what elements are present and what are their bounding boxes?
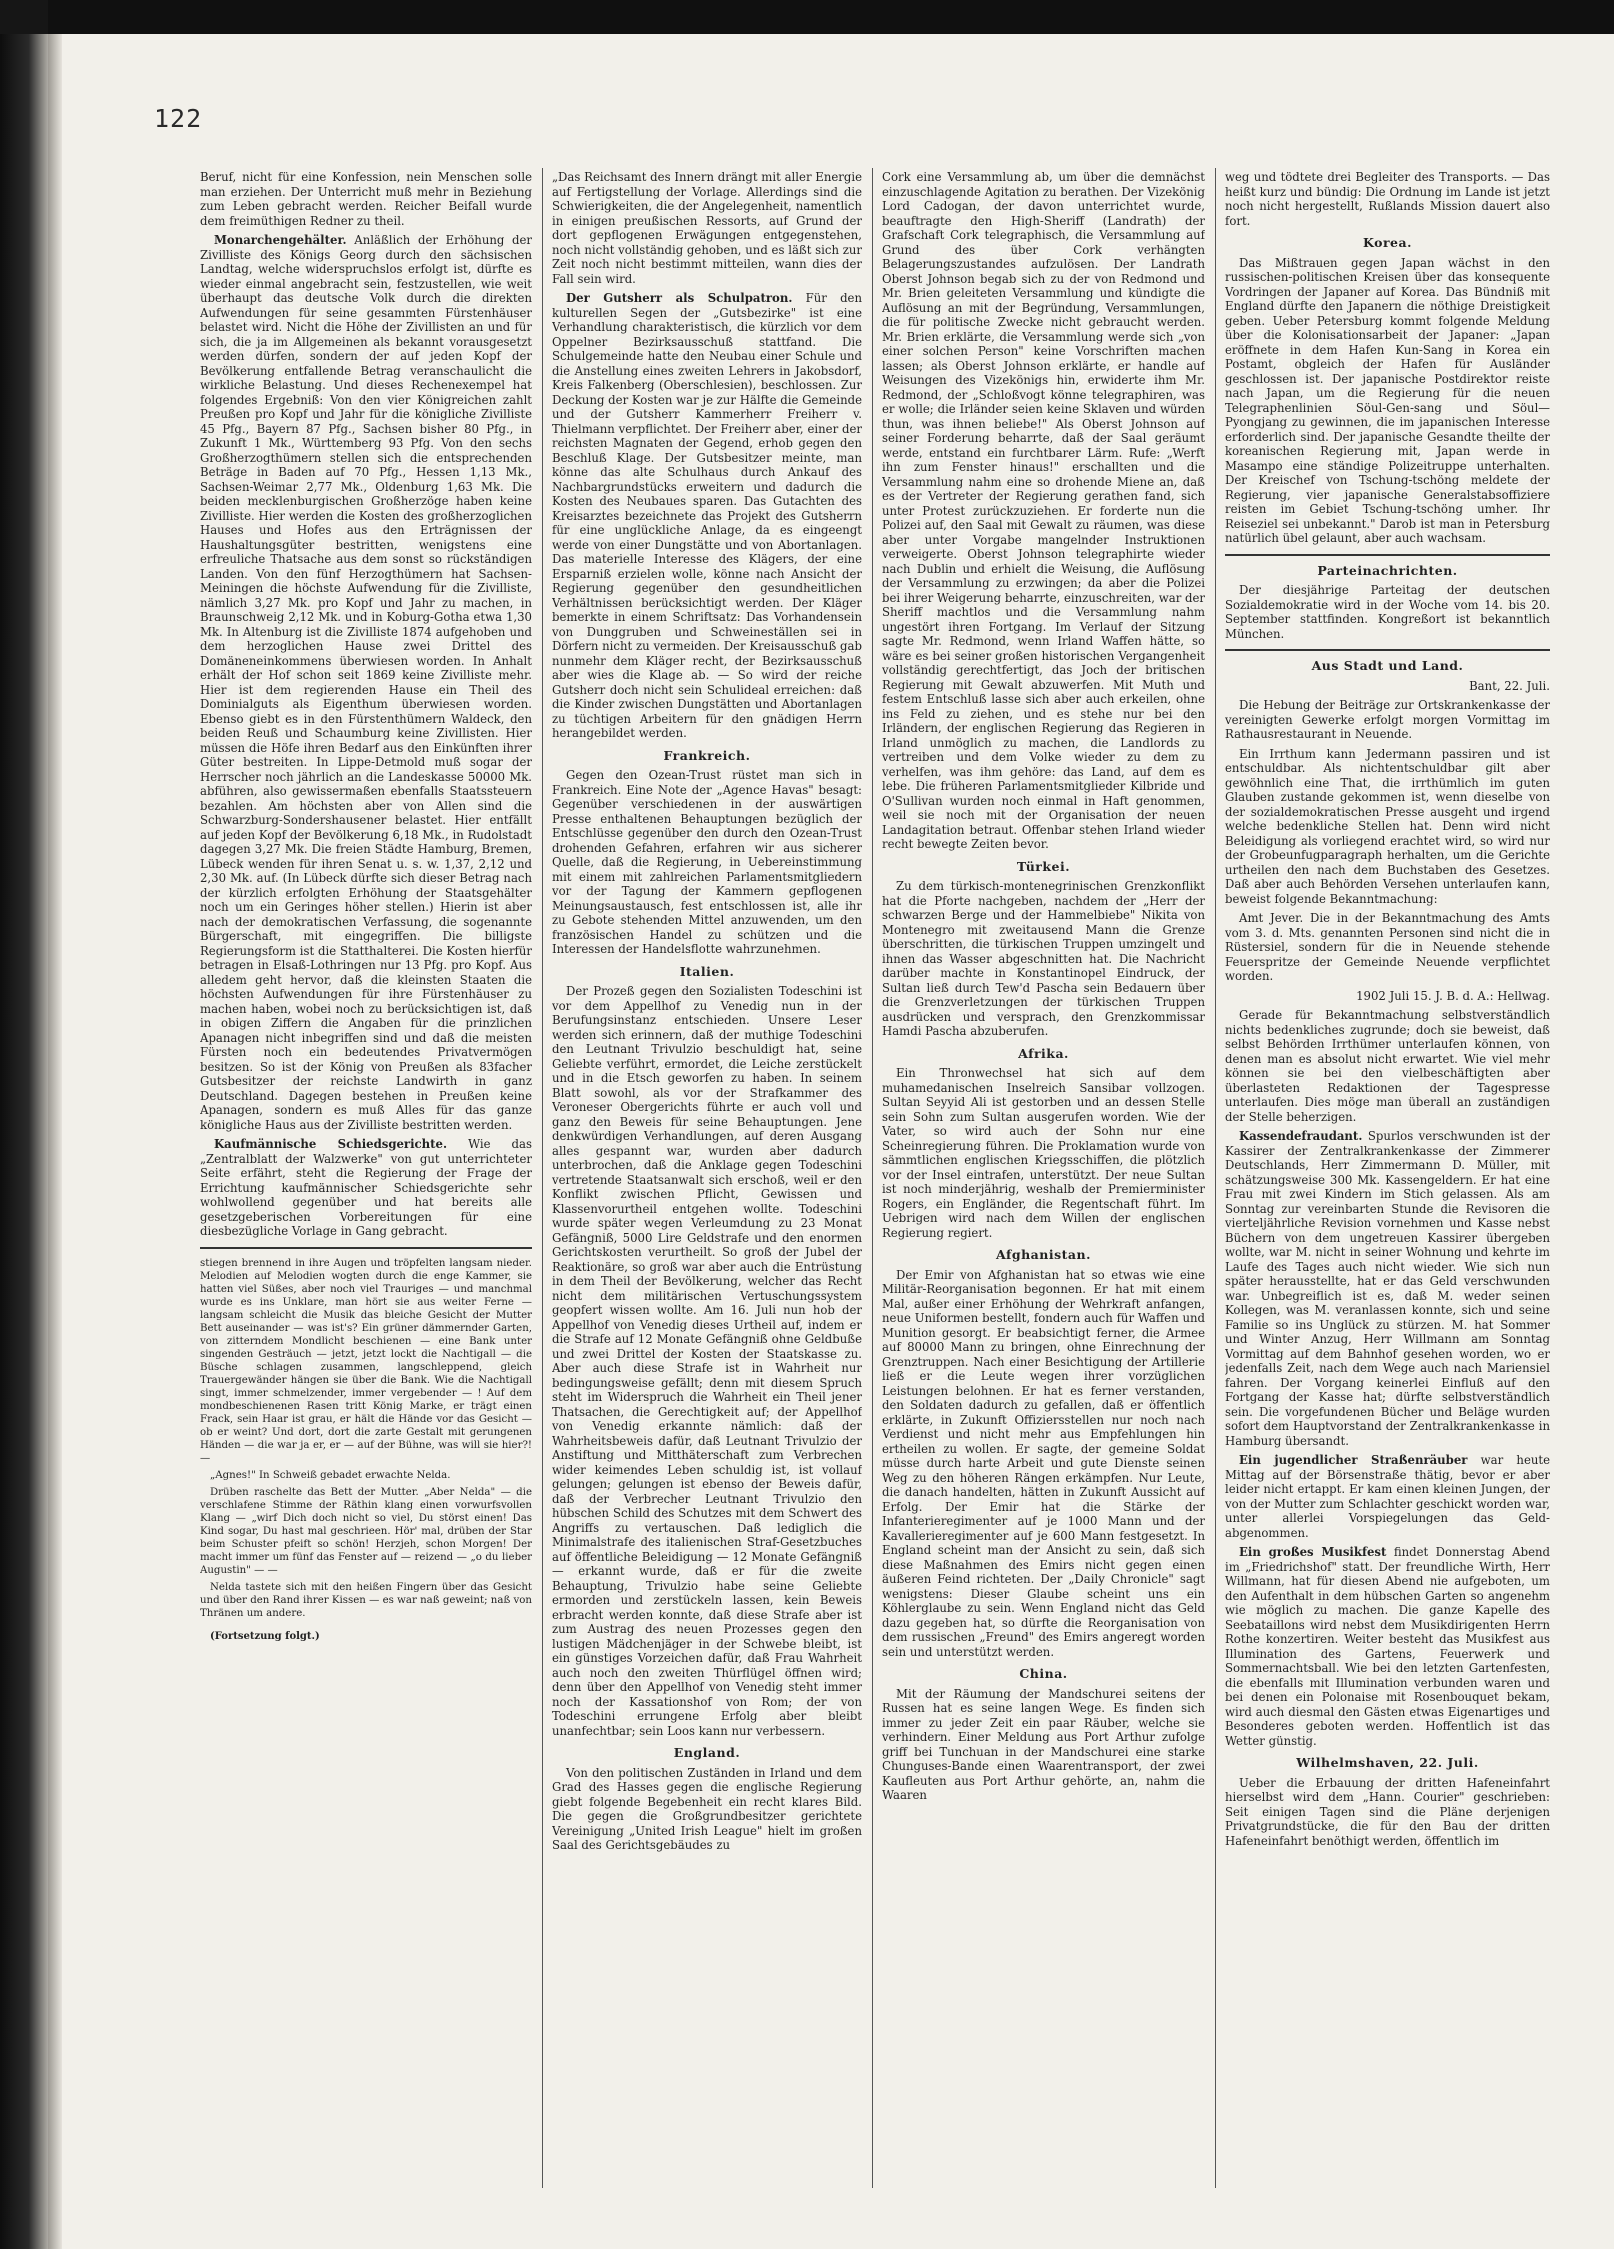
section-heading: Italien. (679, 963, 735, 979)
article-text: „Das Reichsamt des Innern drängt mit aller Energie auf Fertigstellung der Vorlage. Allerdings sind die Schwierigkeiten, die der Angelegenheit, namentlich in einigen preußischen Ressorts, auf Grund der dort gepflogenen Erwägungen entgegenstehen, noch nicht vollständig gehoben, und es läßt sich zur Zeit noch nicht bestimmt mitteilen, wann dies der Fall sein wird. (552, 170, 862, 286)
article-heading: Ein jugendlicher Straßenräuber (1239, 1453, 1468, 1467)
page-gutter (48, 34, 62, 2249)
column-1 (200, 170, 532, 2200)
article-text: Ein Irrthum kann Jedermann passiren und ist entschuldbar. Als nichtentschuldbar gilt aber gewöhnlich eine That, die irrthümlich im guten Glauben zustande gekommen ist, wenn dieselbe von der sozialdemokratischen Presse ausgeht und irgend welche bedenkliche Stellen hat. Denn wird nicht Beleidigung als vorliegend erachtet wird, so wird nur der Grobeunfugparagraph herhalten, um die Gerichte urtheilen den nach dem Buchstaben des Gesetzes. Daß aber auch Behörden Versehen unterlaufen kann, beweist folgende Bekanntmachung: (1225, 746, 1550, 906)
article-heading: Der Gutsherr als Schulpatron. (566, 291, 793, 305)
article-text: Ein Thronwechsel hat sich auf dem muhamedanischen Inselreich Sansibar vollzogen. Sultan Seyyid Ali ist gestorben und an dessen Stelle sein Sohn zum Sultan ausgerufen worden. Wie der Vater, so wird auch der Sohn nur eine Scheinregierung führen. Die Proklamation wurde von sämmtlichen englischen Kriegsschiffen, die plötzlich vor der Insel eintrafen, unterstützt. Der neue Sultan ist noch minderjährig, weshalb der Premierminister Rogers, ein Engländer, die Regentschaft führt. Im Uebrigen wird nach dem Willen der englischen Regierung regiert. (882, 1066, 1205, 1240)
column-rule (1215, 168, 1216, 2188)
book-binding (0, 34, 52, 2249)
signature: 1902 Juli 15. J. B. d. A.: Hellwag. (1356, 988, 1550, 1003)
article-text: Kaufmännische Schiedsgerichte. Wie das „Zentralblatt der Walzwerke" von gut unterrichteter Seite erfährt, steht die Regierung der Frage der Errichtung kaufmännischer Schiedsgerichte sehr wohlwollend gegenüber und hat bereits alle gesetzgeberischen Vorbereitungen für eine diesbezügliche Vorlage in Gang gebracht. (200, 1137, 532, 1238)
article-text: Monarchengehälter. Anläßlich der Erhöhung der Zivilliste des Königs Georg durch den sächsischen Landtag, welche widerspruchslos erfolgt ist, dürfte es wieder einmal angebracht sein, festzustellen, wie weit überhaupt das deutsche Volk durch die direkten Aufwendungen für seine gesammten Fürstenhäuser belastet wird. Nicht die Höhe der Zivillisten an und für sich, die ja im Allgemeinen als bekannt vorausgesetzt werden dürfen, sondern der auf jeden Kopf der Bevölkerung entfallende Betrag veranschaulicht die wirkliche Belastung. Und dieses Rechenexempel hat folgendes Ergebniß: Von den vier Königreichen zahlt Preußen pro Kopf und Jahr für die königliche Zivilliste 45 Pfg., Bayern 87 Pfg., Sachsen bisher 80 Pfg., in Zukunft 1 Mk., Württemberg 93 Pfg. Von den sechs Großherzogthümern stellen sich die entsprechenden Beträge in Baden auf 70 Pfg., Hessen 1,13 Mk., Sachsen-Weimar 2,77 Mk., Oldenburg 1,63 Mk. Die beiden mecklenburgischen Großherzöge haben keine Zivilliste. Hier werden die Kosten des großherzoglichen Hauses und Hofes aus den Erträgnissen der Haushaltungsgüter bestritten, wenigstens eine erfreuliche Thatsache aus dem sonst so rückständigen Landen. Von den fünf Herzogthümern hat Sachsen-Meiningen die höchste Aufwendung für die Zivilliste, nämlich 3,27 Mk. pro Kopf und Jahr zu machen, in Braunschweig 2,12 Mk. und in Koburg-Gotha etwa 1,30 Mk. In Altenburg ist die Zivilliste 1874 aufgehoben und dem herzoglichen Hause zwei Drittel des Domäneneinkommens überwiesen worden. In Anhalt erhält der Hof schon seit 1869 keine Zivilliste mehr. Hier ist dem regierenden Hause ein Theil des Dominialguts als Eigenthum überwiesen worden. Ebenso giebt es in den Fürstenthümern Waldeck, den beiden Reuß und Schaumburg keine Zivillisten. Hier müssen die Höfe ihren Bedarf aus den Einkünften ihrer Güter bestreiten. In Lippe-Detmold muß sogar der Herrscher noch jährlich an die Landeskasse 50000 Mk. abführen, also gewissermaßen ebenfalls Staatssteuern bezahlen. Am höchsten aber von Allen sind die Schwarzburg-Sondershausener belastet. Hier entfällt auf jeden Kopf der Bevölkerung 6,18 Mk., in Rudolstadt dagegen 3,27 Mk. Die freien Städte Hamburg, Bremen, Lübeck wenden für ihren Senat u. s. w. 1,37, 2,12 und 2,30 Mk. auf. (In Lübeck dürfte sich dieser Betrag nach der kürzlich erfolgten Erhöhung der Staatsgehälter noch um ein Geringes höher stellen.) Hierin ist aber nach der demokratischen Verfassung, die sogenannte Bürgerschaft, mit eingegriffen. Die billigste Regierungsform ist die Statthalterei. Die Kosten hierfür betragen in Elsaß-Lothringen nur 13 Pfg. pro Kopf. Aus alledem geht hervor, daß die kleinsten Staaten die höchsten Aufwendungen für ihre Fürstenhäuser zu machen haben, wobei noch zu berücksichtigen ist, daß in obigen Ziffern die Angaben für die prinzlichen Apanagen nicht inbegriffen sind und daß die meisten Fürsten noch ein bedeutendes Privatvermögen besitzen. So ist der König von Preußen als 83facher Gutsbesitzer der reichste Landwirth in ganz Deutschland. Dagegen bestehen in Preußen keine Apanagen, sondern es muß Alles für das ganze königliche Haus aus der Zivilliste bestritten werden. (200, 233, 532, 1132)
section-separator (1225, 649, 1550, 651)
article-text: Gerade für Bekanntmachung selbstverständlich nichts bedenkliches zugrunde; doch sie beweist, daß selbst Behörden Irrthümer unterlaufen können, von denen man es absolut nicht erwartet. Wie viel mehr können sie bei den vielbeschäftigten aber überlasteten Redaktionen der Tagespresse unterlaufen. Dies möge man überall an zuständigen der Stelle beherzigen. (1225, 1008, 1550, 1124)
article-text: Ein jugendlicher Straßenräuber war heute Mittag auf der Börsenstraße thätig, bevor er aber leider nicht ertappt. Er kam einen kleinen Jungen, der von der Mutter zum Schlachter geschickt worden war, unter allerlei Vorspiegelungen das Geld- abgenommen. (1225, 1453, 1550, 1540)
article-text: Die Hebung der Beiträge zur Ortskrankenkasse der vereinigten Gewerke erfolgt morgen Vormittag im Rathausrestaurant in Neuende. (1225, 698, 1550, 741)
section-heading: England. (673, 1745, 741, 1760)
column-3 (882, 170, 1205, 2200)
article-text: Der Prozeß gegen den Sozialisten Todeschini ist vor dem Appellhof zu Venedig nun in der Berufungsinstanz entschieden. Unsere Leser werden sich erinnern, daß der muthige Todeschini den Leutnant Trivulzio beschuldigt hat, seine Geliebte verführt, ermordet, die Leiche zerstückelt und in die Etsch geworfen zu haben. In seinem Blatt sowohl, als vor der Strafkammer des Veroneser Obergerichts führte er auch voll und ganz den Beweis für seine Behauptungen. Jene denkwürdigen Verhandlungen, auf deren Ausgang alles gespannt war, wurden aber dadurch unterbrochen, daß die Anklage gegen Todeschini vertretende Staatsanwalt sich erschoß, weil er den Konflikt zwischen Pflicht, Gewissen und Klassenvorurtheil entgehen wollte. Todeschini wurde später wegen Verleumdung zu 23 Monat Gefängniß, 5000 Lire Geldstrafe und den enormen Gerichtskosten verurtheilt. So groß der Jubel der Reaktionäre, so groß war aber auch die Entrüstung in dem Theil der Bevölkerung, welcher das Recht nicht dem militärischen Vertuschungssystem geopfert wissen wollte. Am 16. Juli nun hob der Appellhof von Venedig dieses Urtheil auf, indem er die Strafe auf 12 Monate Gefängniß ohne Geldbuße und zwei Drittel der Kosten der Staatskasse zu. Aber auch diese Strafe ist in Wahrheit nur bedingungsweise gefällt; denn mit diesem Spruch steht im Widerspruch die Wahrheit ein Theil jener Thatsachen, die Gerechtigkeit auf; der Appellhof von Venedig erkannte nämlich: daß der Wahrheitsbeweis dafür, daß Leutnant Trivulzio der Anstiftung und Mitthäterschaft zum Verbrechen wider keimendes Leben schuldig ist, ist vollauf gelungen; gelungen ist ebenso der Beweis dafür, daß der Verbrecher Leutnant Trivulzio den hübschen Schild des Schutzes mit dem Schwert des Angriffs zu vertauschen. Daß lediglich die Minimalstrafe des italienischen Straf-Gesetzbuches auf öffentliche Beleidigung — 12 Monate Gefängniß — erkannt wurde, daß er für die zweite Behauptung, Trivulzio habe seine Geliebte ermorden und zerstückeln lassen, kein Beweis erbracht werden konnte, daß diese Strafe aber ist zum Austrag des neuen Prozesses gegen den lustigen Mädchenjäger in der Schwebe bleibt, ist ein günstiges Vorzeichen dafür, daß Frau Wahrheit auch noch den zweiten Thürflügel öffnen wird; denn über den Appellhof von Venedig steht immer noch der Kassationshof von Rom; der von Todeschini errungene Erfolg aber bleibt unanfechtbar; sein Loos kann nur verbessern. (552, 984, 862, 1738)
section-heading: Afrika. (1018, 1045, 1069, 1061)
article-text: Beruf, nicht für eine Konfession, nein Menschen solle man erziehen. Der Unterricht muß mehr in Beziehung zum Leben gebracht werden. Reicher Beifall wurde dem freimüthigen Redner zu theil. (200, 170, 532, 228)
section-heading: Frankreich. (663, 747, 751, 763)
column-4 (1225, 170, 1550, 2200)
article-heading: Ein großes Musikfest (1239, 1545, 1387, 1559)
section-heading: Afghanistan. (996, 1247, 1091, 1262)
column-2 (552, 170, 862, 2200)
feuilleton-separator (200, 1247, 532, 1249)
article-text: Von den politischen Zuständen in Irland und dem Grad des Hasses gegen die englische Regierung giebt folgende Begebenheit ein recht klares Bild. Die gegen die Großgrundbesitzer gerichtete Vereinigung „United Irish League" hielt im großen Saal des Gerichtsgebäudes zu (552, 1765, 862, 1852)
article-heading: Monarchengehälter. (214, 233, 347, 247)
section-heading: Parteinachrichten. (1317, 562, 1458, 578)
article-text: Amt Jever. Die in der Bekanntmachung des Amts vom 3. d. Mts. genannten Personen sind nicht die in Rüstersiel, sondern für die in Neuende stehende Feuerspritze der Gemeinde Neuende verpflichtet worden. (1225, 911, 1550, 983)
section-heading: Aus Stadt und Land. (1311, 658, 1464, 673)
article-text: Mit der Räumung der Mandschurei seitens der Russen hat es seine langen Wege. Es finden sich immer zu jeder Zeit ein paar Räuber, welche sie verhindern. Einer Meldung aus Port Arthur zufolge griff bei Tunchuan in der Mandschurei eine starke Chunguses-Bande einen Waarentransport, der zwei Kaufleuten aus Port Arthur gehörte, an, nahm die Waaren (882, 1686, 1205, 1802)
feuilleton-text: Drüben raschelte das Bett der Mutter. „Aber Nelda" — die verschlafene Stimme der Räthin klang einen vorwurfsvollen Klang — „wirf Dich doch nicht so viel, Du störst einen! Das Kind sogar, Du hast mal geschrieen. Hör' mal, drüben der Star beim Schuster pfeift so schön! Herzjeh, schon Morgen! Der macht immer um fünf das Fenster auf — reizend — „o du lieber Augustin" — — (200, 1486, 532, 1576)
article-text: Der Gutsherr als Schulpatron. Für den kulturellen Segen der „Gutsbezirke" ist eine Verhandlung charakteristisch, die kürzlich vor dem Oppelner Bezirksausschuß stattfand. Die Schulgemeinde hatte den Neubau einer Schule und die Anstellung eines zweiten Lehrers in Jakobsdorf, Kreis Falkenberg (Oberschlesien), beschlossen. Zur Deckung der Kosten war je zur Hälfte die Gemeinde und der Gutsherr Kammerherr Freiherr v. Thielmann verpflichtet. Der Freiherr aber, einer der reichsten Magnaten der Gegend, erhob gegen den Beschluß Klage. Der Gutsbesitzer meinte, man könne das alte Schulhaus durch Ankauf des Nachbargrundstücks erweitern und dadurch die Kosten des Neubaues sparen. Das Gutachten des Kreisarztes bezeichnete das Projekt des Gutsherrn für eine unglückliche Anlage, da es eingeengt werde von einer Dungstätte und von Abortanlagen. Das materielle Interesse des Klägers, der eine Ersparniß erzielen wolle, könne nach Ansicht der Regierung gegenüber den gesundheitlichen Verhältnissen berücksichtigt werden. Der Kläger bemerkte in einem Schriftsatz: Das Vorhandensein von Dunggruben und Schweineställen sei in Dörfern nicht zu vermeiden. Der Kreisausschuß gab nunmehr dem Kläger recht, der Bezirksausschuß aber wies die Klage ab. — So wird der reiche Gutsherr doch nicht sein Schulideal erreichen: daß die Kinder zwischen Dungstätten und Abortanlagen zu tüchtigen Arbeitern für den gnädigen Herrn herangebildet werden. (552, 291, 862, 740)
article-text: Cork eine Versammlung ab, um über die demnächst einzuschlagende Agitation zu berathen. Der Vizekönig Lord Cadogan, der davon unterrichtet wurde, beauftragte den High-Sheriff (Landrath) der Grafschaft Cork telegraphisch, die Versammlung auf Grund des über Cork verhängten Belagerungszustandes aufzulösen. Der Landrath Oberst Johnson begab sich zu der von Redmond und Mr. Brien geleiteten Versammlung und kündigte die Auflösung an mit der Begründung, Versammlungen, die für politische Zwecke nicht gebraucht werden. Mr. Brien erklärte, die Versammlung werde sich „von einer solchen Person" keine Vorschriften machen lassen; als Oberst Johnson erklärte, er handle auf Weisungen des Vizekönigs hin, erwiderte ihm Mr. Redmond, der „Schloßvogt könne telegraphiren, was er wolle; die Irländer seien keine Sklaven und würden thun, was ihnen beliebe!" Als Oberst Johnson auf seiner Forderung beharrte, daß der Saal geräumt werde, entstand ein furchtbarer Lärm. Rufe: „Werft ihn zum Fenster hinaus!" erschallten und die Versammlung nahm eine so drohende Miene an, daß es der Vertreter der Regierung gerathen fand, sich unter Protest zurückzuziehen. Er forderte nun die Polizei auf, den Saal mit Gewalt zu räumen, was diese aber unter Vorgabe mangelnder Instruktionen verweigerte. Oberst Johnson telegraphirte wieder nach Dublin und erhielt die Weisung, die Auflösung der Versammlung zu erzwingen; da aber die Polizei bei ihrer Weigerung beharrte, einzuschreiten, war der Sheriff machtlos und die Versammlung nahm ungestört ihren Fortgang. Im Verlauf der Sitzung sagte Mr. Redmond, wenn Irland Waffen hätte, so wäre es bei seiner großen historischen Vergangenheit vollständig gerechtfertigt, das Joch der britischen Regierung mit Gewalt abzuwerfen. Mit Muth und festem Entschluß lasse sich aber auch erkeilen, ohne ins Feld zu ziehen, und es stehe nur bei den Irländern, der englischen Regierung das Regieren in Irland unmöglich zu machen, die Landlords zu vertreiben und dem Volke wieder zu dem zu verhelfen, was ihm gehöre: das Land, auf dem es lebe. Die früheren Parlamentsmitglieder Kilbride und O'Sullivan wurden noch einmal in Haft genommen, weil sie noch mit der Organisation der neuen Landagitation betraut. Offenbar stehen Irland wieder recht bewegte Zeiten bevor. (882, 170, 1205, 851)
dateline: Bant, 22. Juli. (1469, 678, 1550, 693)
continuation-note: (Fortsetzung folgt.) (210, 1630, 320, 1642)
column-rule (872, 168, 873, 2188)
article-text: Der diesjährige Parteitag der deutschen Sozialdemokratie wird in der Woche vom 14. bis 20. September stattfinden. Kongreßort ist bekanntlich München. (1225, 583, 1550, 641)
dateline: Wilhelmshaven, 22. Juli. (1296, 1755, 1479, 1770)
section-heading: Korea. (1363, 235, 1412, 250)
article-text: Ueber die Erbauung der dritten Hafeneinfahrt hierselbst wird dem „Hann. Courier" geschrieben: Seit einigen Tagen sind die Pläne derjenigen Privatgrundstücke, die für den Bau der dritten Hafeneinfahrt benöthigt werden, öffentlich im (1225, 1775, 1550, 1848)
article-text: Zu dem türkisch-montenegrinischen Grenzkonflikt hat die Pforte nachgeben, nachdem der „Herr der schwarzen Berge und der Hammelbiebe" Nikita von Montenegro mit zweitausend Mann die Grenze überschritten, die türkischen Truppen umzingelt und ihnen das Wasser abgeschnitten hat. Die Nachricht darüber machte in Konstantinopel Eindruck, der Sultan ließ durch Tew'd Pascha sein Bedauern über die Grenzverletzungen der türkischen Truppen ausdrücken und versprach, den Grenzkommissar Hamdi Pascha abzuberufen. (882, 879, 1205, 1038)
article-text: Der Emir von Afghanistan hat so etwas wie eine Militär-Reorganisation begonnen. Er hat mit einem Mal, außer einer Erhöhung der Wehrkraft anfangen, neue Uniformen bestellt, fondern auch für Waffen und Munition gesorgt. Er beabsichtigt ferner, die Armee auf 80000 Mann zu bringen, ohne Einrechnung der Grenztruppen. Nach einer Besichtigung der Artillerie ließ er die Leute wegen ihrer vorzüglichen Leistungen belohnen. Er hat es ferner verstanden, den Soldaten dadurch zu gefallen, daß er öffentlich erklärte, in Zukunft Offiziersstellen nur noch nach Verdienst und nicht mehr aus Empfehlungen hin ertheilen zu wollen. Er sagte, der gemeine Soldat müsse durch harte Arbeit und gute Dienste seinen Weg zu den höheren Rängen erkämpfen. Nur Leute, die danach handelten, hätten in Zukunft Aussicht auf Erfolg. Der Emir hat die Stärke der Infanterieregimenter auf je 1000 Mann und der Kavallerieregimenter auf je 600 Mann festgesetzt. In England scheint man der Ansicht zu sein, daß sich diese Maßnahmen des Emirs nicht gegen einen äußeren Feind richteten. Der „Daily Chronicle" sagt wenigstens: Dieser Glaube scheint uns ein Köhlerglaube zu sein. Wenn England nicht das Geld dazu gegeben hat, so dürfte die Reorganisation von dem russischen „Freund" des Emirs angeregt worden sein und unterstützt werden. (882, 1267, 1205, 1659)
article-text: Das Mißtrauen gegen Japan wächst in den russischen-politischen Kreisen über das konsequente Vordringen der Japaner auf Korea. Das Bündniß mit England dürfte den Japanern die nöthige Dreistigkeit geben. Ueber Petersburg kommt folgende Meldung über die Kolonisationsarbeit der Japaner: „Japan eröffnete in dem Hafen Kun-Sang in Korea ein Postamt, obgleich der Hafen für Ausländer geschlossen ist. Der japanische Postdirektor reiste nach Japan, um die Regierung für die neuen Telegraphenlinien Söul-Gen-sang und Söul—Pyongjang zu gewinnen, die im japanischen Interesse erforderlich sind. Der japanische Gesandte theilte der koreanischen Regierung mit, Japan werde in Masampo eine ständige Polizeitruppe unterhalten. Der Kreischef von Tschung-tschöng meldete der Regierung, vier japanische Generalstabsoffiziere reisten im Gebiet Tschung-tschöng umher. Ihr Reiseziel sei unbekannt." Darob ist man in Petersburg natürlich übel gelaunt, aber auch wachsam. (1225, 255, 1550, 545)
scan-top-border (48, 0, 1614, 34)
article-text: Ein großes Musikfest findet Donnerstag Abend im „Friedrichshof" statt. Der freundliche Wirth, Herr Willmann, hat für diesen Abend nie aufgeboten, um den Aufenthalt in dem hübschen Garten so angenehm wie möglich zu machen. Die ganze Kapelle des Seebataillons wird nebst dem Musikdirigenten Herrn Rothe konzertiren. Weiter besteht das Musikfest aus Illumination des Gartens, Feuerwerk und Sommernachtsball. Wie bei den letzten Gartenfesten, die ebenfalls mit Illumination verbunden waren und bei denen ein Polonaise mit Rosenbouquet bekam, wird auch diesmal den Gästen etwas Eigenartiges und Besonderes geboten werden. Hoffentlich ist das Wetter günstig. (1225, 1545, 1550, 1748)
feuilleton-text: Nelda tastete sich mit den heißen Fingern über das Gesicht und über den Rand ihrer Kissen — es war naß geweint; naß von Thränen um andere. (200, 1581, 532, 1619)
section-separator (1225, 554, 1550, 556)
column-rule (542, 168, 543, 2188)
section-heading: Türkei. (1016, 858, 1071, 874)
article-text: Gegen den Ozean-Trust rüstet man sich in Frankreich. Eine Note der „Agence Havas" besagt: Gegenüber verschiedenen in der auswärtigen Presse enthaltenen Behauptungen bezüglich der Entschlüsse gegenüber den durch den Ozean-Trust drohenden Gefahren, erfahren wir aus sicherer Quelle, daß die Regierung, in Uebereinstimmung mit einem mit zahlreichen Parlamentsmitgliedern vor der Tagung der Kammern gepflogenen Meinungsaustausch, fest entschlossen ist, alle ihr zu Gebote stehenden Mittel anzuwenden, um den französischen Handel zu schützen und die Interessen der Handelsflotte wahrzunehmen. (552, 768, 862, 956)
feuilleton-text: stiegen brennend in ihre Augen und tröpfelten langsam nieder. Melodien auf Melodien wogten durch die enge Kammer, sie hatten viel Süßes, aber noch viel Trauriges — und manchmal wurde es ins Unklare, man hört sie aus weiter Ferne — langsam schleicht die Musik das bleiche Gesicht der Mutter Bett auseinander — was ist's? Ein grüner dämmernder Garten, von zitterndem Mondlicht beschienen — eine Bank unter singenden Gesträuch — jetzt, jetzt lockt die Nachtigall — die Büsche schlagen zusammen, langschleppend, gleich Trauergewänder hängen sie über die Bank. Wie die Nachtigall singt, immer schmelzender, immer vergebender — ! Auf dem mondbeschienenen Rasen tritt König Marke, er trägt einen Frack, sein Haar ist grau, er hält die Hände vor das Gesicht — ob er weint? Und dort, dort die zarte Gestalt mit gerungenen Händen — die war ja er, er — auf der Bühne, was will sie hier?! — (200, 1257, 532, 1464)
article-text: weg und tödtete drei Begleiter des Transports. — Das heißt kurz und bündig: Die Ordnung im Lande ist jetzt noch nicht hergestellt, Rußlands Mission dauert also fort. (1225, 170, 1550, 228)
article-text: Kassendefraudant. Spurlos verschwunden ist der Kassirer der Zentralkrankenkasse der Zimmerer Deutschlands, Herr Zimmermann D. Müller, mit schätzungsweise 300 Mk. Kassengeldern. Er hat eine Frau mit zwei Kindern im Stich gelassen. Als am Sonntag zur vereinbarten Stunde die Revisoren die vierteljährliche Revision vornehmen und Kasse nebst Büchern von dem ungetreuen Kassirer übergeben wollte, war M. nicht in seiner Wohnung und kehrte im Laufe des Tages auch nicht wieder. Wie sich nun später herausstellte, hat er das Geld verschwunden war. Unbegreiflich ist es, daß M. weder seinen Kollegen, was M. veranlassen konnte, sich und seine Familie so ins Unglück zu stürzen. M. hat Sommer und Winter Anzug, Herr Willmann am Sonntag Vormittag auf dem Bahnhof gesehen worden, wo er jedenfalls Zeit, nach dem Wege auch nach Mariensiel fahren. Der Vorgang keinerlei Einfluß auf den Fortgang der Kasse hat; dürfte selbstverständlich sein. Die vorgefundenen Bücher und Beläge wurden sofort dem Hauptvorstand der Zentralkrankenkasse in Hamburg übersandt. (1225, 1129, 1550, 1448)
article-heading: Kassendefraudant. (1239, 1129, 1363, 1143)
section-heading: China. (1019, 1666, 1068, 1681)
feuilleton-text: „Agnes!" In Schweiß gebadet erwachte Nelda. (210, 1469, 451, 1481)
page-number: 122 (154, 104, 203, 133)
article-heading: Kaufmännische Schiedsgerichte. (214, 1137, 448, 1151)
feuilleton (200, 1257, 532, 1643)
